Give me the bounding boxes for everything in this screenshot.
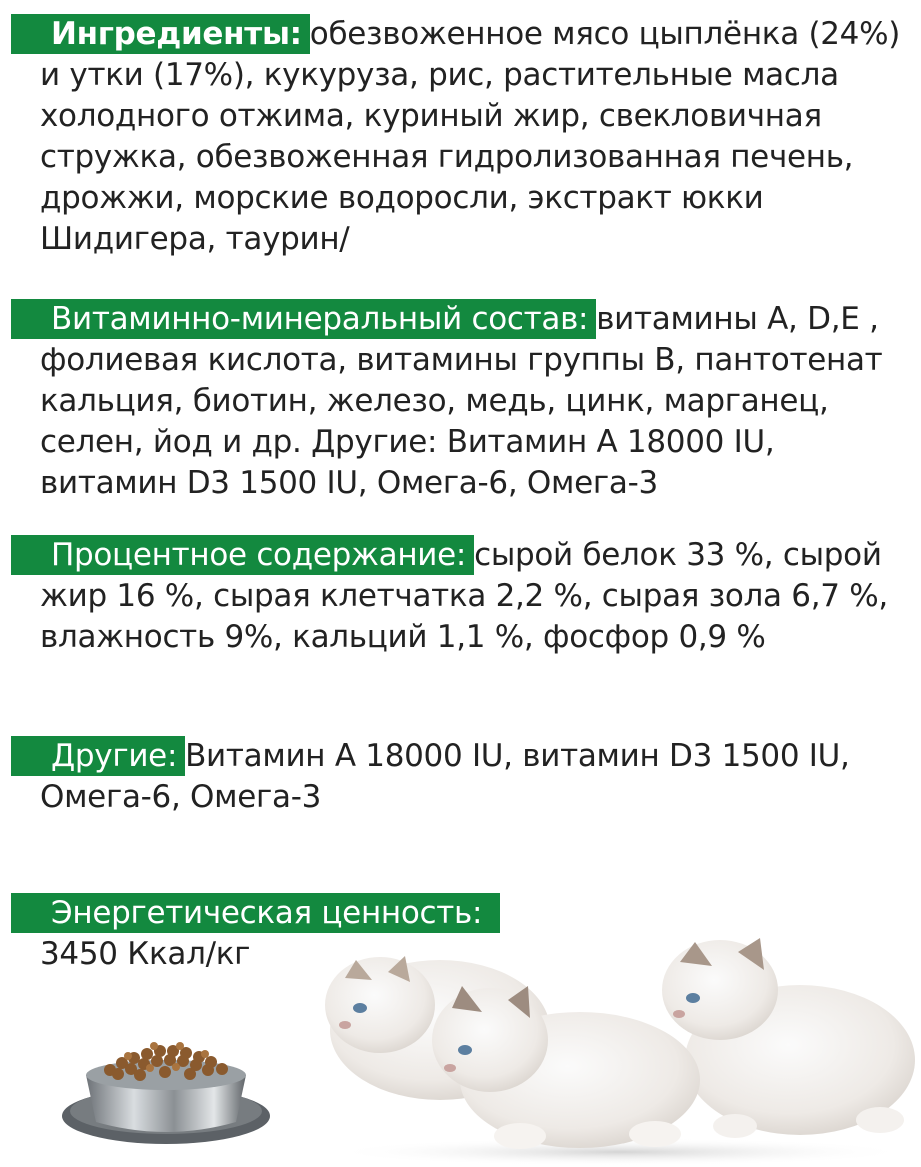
percent-section — [0, 535, 921, 658]
vitamins-label: Витаминно-минеральный состав: — [11, 299, 596, 339]
energy-text: 3450 Ккал/кг — [40, 936, 251, 972]
percent-text: сырой белок 33 %, сырой жир 16 %, сырая клетчатка 2,2 %, сырая зола 6,7 %, влажность 9%, кальций 1,1 %, фосфор 0,9 % — [40, 537, 888, 655]
ingredients-label: Ингредиенты: — [11, 14, 310, 54]
vitamins-section — [0, 299, 921, 504]
vitamins-text: витамины A, D,E , фолиевая кислота, витамины группы B, пантотенат кальция, биотин, железо, медь, цинк, марганец, селен, йод и др. Другие: Витамин A 18000 IU, витамин D3 1500 IU, Омега-6, Омега-3 — [40, 301, 883, 501]
ingredients-text: обезвоженное мясо цыплёнка (24%) и утки (17%), кукуруза, рис, растительные масла холодного отжима, куриный жир, свекловичная стружка, обезвоженная гидролизованная печень, дрожжи, морские водоросли, экстракт юкки Шидигера, таурин/ — [40, 16, 901, 257]
ingredients-section — [0, 14, 921, 260]
kittens-image — [325, 938, 915, 1166]
others-section — [0, 736, 921, 818]
others-label: Другие: — [11, 736, 185, 776]
others-text: Витамин A 18000 IU, витамин D3 1500 IU, Омега-6, Омега-3 — [40, 738, 850, 815]
food-bowl-icon — [62, 1042, 270, 1144]
energy-label: Энергетическая ценность: — [11, 893, 500, 933]
percent-label: Процентное содержание: — [11, 535, 474, 575]
illustration — [0, 930, 921, 1167]
